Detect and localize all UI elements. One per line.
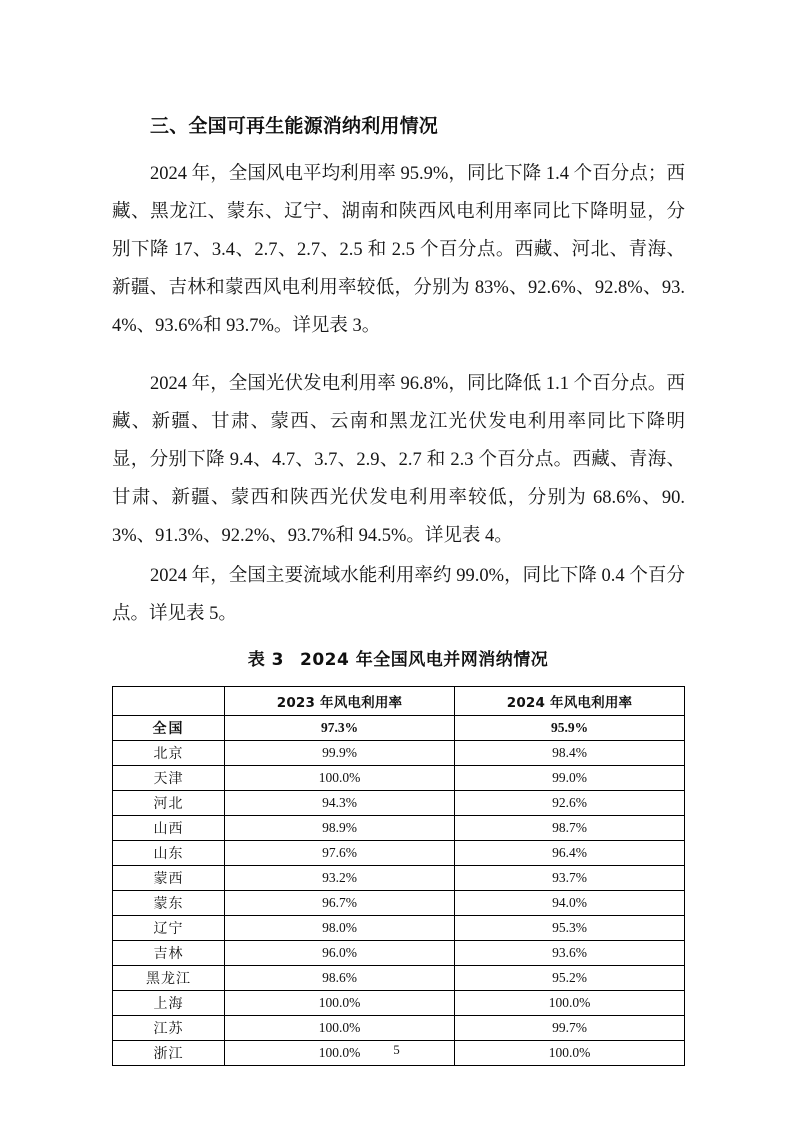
- section-heading: 三、全国可再生能源消纳利用情况: [150, 115, 439, 137]
- cell-region: 天津: [113, 766, 225, 791]
- cell-region: 河北: [113, 791, 225, 816]
- wind-utilization-table: [112, 686, 685, 1066]
- paragraph-hydro: [112, 557, 685, 633]
- table-header: [113, 687, 685, 716]
- cell-region: 上海: [113, 991, 225, 1016]
- paragraph-solar: [112, 365, 685, 555]
- cell-2024: 99.7%: [455, 1016, 685, 1041]
- cell-2024: 95.9%: [455, 716, 685, 741]
- cell-2023: 98.9%: [225, 816, 455, 841]
- cell-2024: 98.7%: [455, 816, 685, 841]
- cell-2023: 97.3%: [225, 716, 455, 741]
- table-row: [113, 991, 685, 1016]
- cell-2023: 96.7%: [225, 891, 455, 916]
- page-number: 5: [393, 1042, 400, 1057]
- cell-2023: 97.6%: [225, 841, 455, 866]
- cell-2024: 95.3%: [455, 916, 685, 941]
- table-row: [113, 891, 685, 916]
- cell-region: 山西: [113, 816, 225, 841]
- table-row: [113, 741, 685, 766]
- cell-2023: 96.0%: [225, 941, 455, 966]
- table-body: [113, 716, 685, 1066]
- cell-region: 辽宁: [113, 916, 225, 941]
- table-caption-label: 表 3: [247, 650, 284, 670]
- table-row: [113, 791, 685, 816]
- cell-2023: 98.0%: [225, 916, 455, 941]
- table-row: [113, 916, 685, 941]
- table-row: [113, 816, 685, 841]
- column-header-2023: 2023 年风电利用率: [225, 687, 455, 716]
- table-row: [113, 866, 685, 891]
- paragraph-wind: [112, 155, 685, 345]
- cell-2023: 100.0%: [225, 1016, 455, 1041]
- table-row: [113, 1016, 685, 1041]
- cell-2024: 93.6%: [455, 941, 685, 966]
- table-row: [113, 716, 685, 741]
- table-row: [113, 766, 685, 791]
- cell-2024: 94.0%: [455, 891, 685, 916]
- table-row: [113, 966, 685, 991]
- table-caption: [112, 645, 684, 670]
- table-row: [113, 841, 685, 866]
- paragraph-text: 2024 年，全国主要流域水能利用率约 99.0%，同比下降 0.4 个百分点。详见表 5。: [112, 566, 685, 624]
- cell-2024: 100.0%: [455, 991, 685, 1016]
- cell-2023: 100.0%: [225, 766, 455, 791]
- cell-2024: 96.4%: [455, 841, 685, 866]
- cell-2023: 98.6%: [225, 966, 455, 991]
- paragraph-text: 2024 年，全国风电平均利用率 95.9%，同比下降 1.4 个百分点；西藏、黑龙江、蒙东、辽宁、湖南和陕西风电利用率同比下降明显，分别下降 17、3.4、2.7、2.7、2.5 和 2.5 个百分点。西藏、河北、青海、新疆、吉林和蒙西风电利用率较低，分别为 83%、92.6%、92.8%、93.4%、93.6%和 93.7%。详见表 3。: [112, 164, 685, 336]
- cell-2023: 99.9%: [225, 741, 455, 766]
- cell-2023: 94.3%: [225, 791, 455, 816]
- cell-2024: 93.7%: [455, 866, 685, 891]
- cell-region: 浙江: [113, 1041, 225, 1066]
- cell-region: 蒙东: [113, 891, 225, 916]
- table-header-row: [113, 687, 685, 716]
- cell-region: 山东: [113, 841, 225, 866]
- cell-2024: 98.4%: [455, 741, 685, 766]
- cell-region: 蒙西: [113, 866, 225, 891]
- cell-2024: 99.0%: [455, 766, 685, 791]
- table-row: [113, 941, 685, 966]
- table-caption-title: 2024 年全国风电并网消纳情况: [300, 650, 549, 670]
- cell-2023: 100.0%: [225, 991, 455, 1016]
- cell-region: 全国: [113, 716, 225, 741]
- cell-2024: 95.2%: [455, 966, 685, 991]
- cell-2024: 92.6%: [455, 791, 685, 816]
- paragraph-text: 2024 年，全国光伏发电利用率 96.8%，同比降低 1.1 个百分点。西藏、新疆、甘肃、蒙西、云南和黑龙江光伏发电利用率同比下降明显，分别下降 9.4、4.7、3.7、2.9、2.7 和 2.3 个百分点。西藏、青海、甘肃、新疆、蒙西和陕西光伏发电利用率较低，分别为 68.6%、90.3%、91.3%、92.2%、93.7%和 94.5%。详见表 4。: [112, 374, 685, 546]
- cell-region: 黑龙江: [113, 966, 225, 991]
- column-header-region: [113, 687, 225, 716]
- cell-region: 北京: [113, 741, 225, 766]
- column-header-2024: 2024 年风电利用率: [455, 687, 685, 716]
- cell-2023: 93.2%: [225, 866, 455, 891]
- cell-2024: 100.0%: [455, 1041, 685, 1066]
- cell-region: 江苏: [113, 1016, 225, 1041]
- cell-2023: 100.0%: [225, 1041, 455, 1066]
- cell-region: 吉林: [113, 941, 225, 966]
